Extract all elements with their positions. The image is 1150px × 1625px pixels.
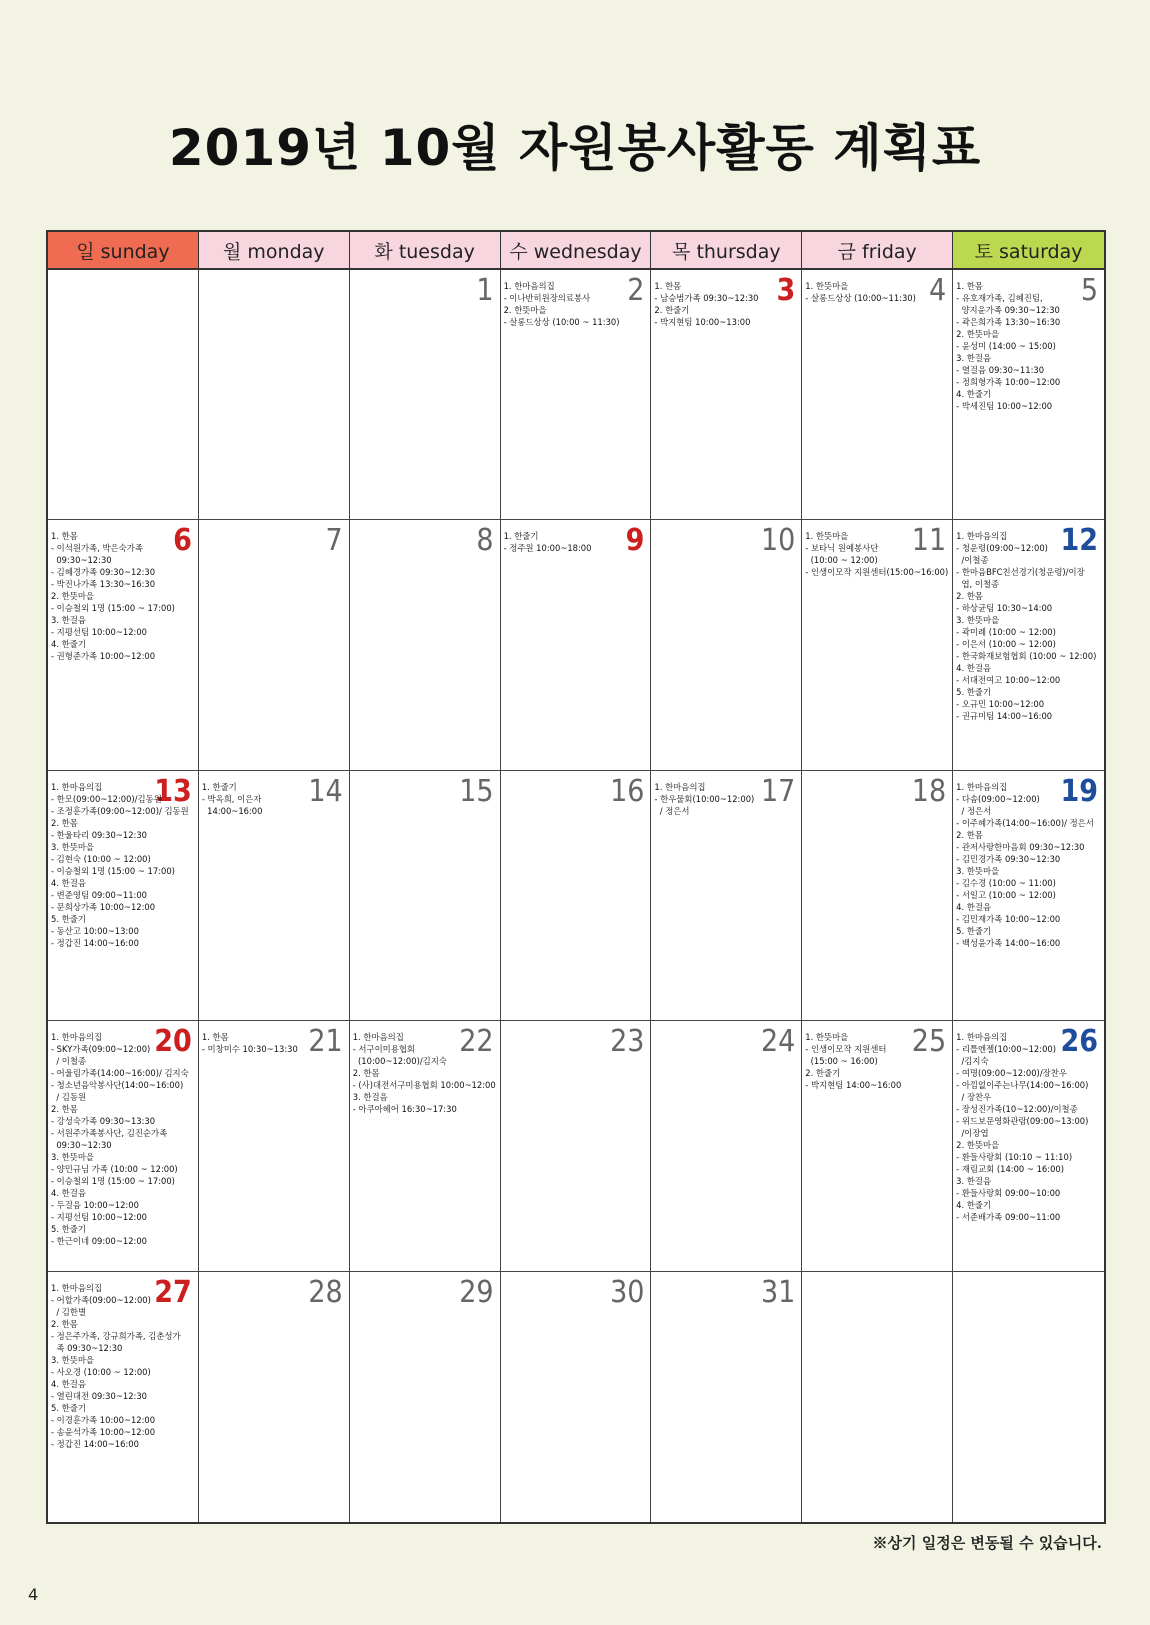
day-cell <box>802 771 953 1021</box>
schedule-text: 1. 한줄기 - 정주원 10:00~18:00 <box>503 531 592 554</box>
day-cell <box>802 270 953 520</box>
day-cell <box>350 520 501 770</box>
calendar-grid <box>46 230 1106 1524</box>
day-number: 27 <box>154 1274 192 1310</box>
weekday-header: 토 saturday <box>953 232 1104 270</box>
weekday-header: 일 sunday <box>48 232 199 270</box>
schedule-text: 1. 한뜻마을 - 보타닉 원예봉사단 (10:00 ~ 12:00) - 인생이모작 지원센터(15:00~16:00) <box>805 531 949 578</box>
day-number: 29 <box>459 1274 494 1310</box>
day-cell <box>953 520 1104 770</box>
day-number: 11 <box>911 523 947 559</box>
day-cell <box>199 1021 350 1271</box>
day-cell <box>350 270 501 520</box>
day-cell <box>199 771 350 1021</box>
schedule-text: 1. 한마음의집 - 한우물회(10:00~12:00) / 정은서 <box>654 781 755 816</box>
day-cell <box>501 520 652 770</box>
day-cell <box>953 771 1104 1021</box>
schedule-text: 1. 한몸 - 남승범가족 09:30~12:30 2. 한줄기 - 박지현팀 10:00~13:00 <box>654 281 759 327</box>
day-cell <box>48 771 199 1021</box>
day-number: 25 <box>911 1024 947 1060</box>
schedule-text: 1. 한줄기 - 박옥희, 이은자 14:00~16:00 <box>201 781 263 816</box>
schedule-text: 1. 한뜻마을 - 살롱드상상 (10:00~11:30) <box>805 281 916 303</box>
day-cell <box>651 270 802 520</box>
day-cell <box>651 1021 802 1271</box>
day-number: 20 <box>154 1024 192 1060</box>
day-number: 7 <box>325 523 343 559</box>
schedule-change-note: ※상기 일정은 변동될 수 있습니다. <box>872 1534 1102 1552</box>
day-number: 18 <box>911 773 947 809</box>
day-number: 2 <box>627 273 645 308</box>
day-number: 30 <box>610 1274 645 1310</box>
schedule-text: 1. 한몸 - 미창미수 10:30~13:30 <box>201 1032 298 1055</box>
day-cell <box>953 1021 1104 1271</box>
schedule-text: 1. 한마음의집 - 서구이미용협회 (10:00~12:00)/김지숙 2. 한몸 - (사)대전서구미용협회 10:00~12:00 3. 한걸음 - 아쿠아헤어 16:30~17:30 <box>352 1032 496 1115</box>
day-number: 26 <box>1060 1024 1098 1060</box>
day-cell <box>199 520 350 770</box>
day-number: 9 <box>625 523 645 559</box>
weekday-header: 목 thursday <box>651 232 802 270</box>
day-number: 1 <box>476 273 494 308</box>
day-cell <box>501 270 652 520</box>
day-cell <box>48 1272 199 1522</box>
day-number: 17 <box>760 773 796 809</box>
schedule-text: 1. 한뜻마을 - 인생이모작 지원센터 (15:00 ~ 16:00) 2. 한줄기 - 박지현팀 14:00~16:00 <box>805 1032 902 1091</box>
day-number: 19 <box>1060 773 1098 809</box>
day-number: 21 <box>308 1024 343 1060</box>
day-cell <box>48 520 199 770</box>
day-number: 10 <box>760 523 796 559</box>
day-cell <box>802 520 953 770</box>
day-number: 23 <box>610 1024 645 1060</box>
weekday-header: 화 tuesday <box>350 232 501 270</box>
day-number: 16 <box>610 773 645 809</box>
schedule-text: 1. 한마음의집 - SKY가족(09:00~12:00) / 이철종 - 어울림가족(14:00~16:00)/ 김지숙 - 청소년음악봉사단(14:00~16:00) / 김동원 2. 한몸 - 강성숙가족 09:30~13:30 - 서원주가족봉사단, 김진순가족 09:30~12:30 3. 한뜻마을 - 양민규님 가족 (10:00 ~ 12:00) - 이승철외 1명 (15:00 ~ 17:00) 4. 한걸음 - 두걸음 10:00~12:00 - 지평선팀 10:00~12:00 5. 한줄기 - 한근이네 09:00~12:00 <box>51 1032 189 1247</box>
schedule-text: 1. 한마음의집 - 한모(09:00~12:00)/김동원 - 조정훈가족(09:00~12:00)/ 김동원 2. 한몸 - 한울타리 09:30~12:30 3. 한뜻마을 - 김현숙 (10:00 ~ 12:00) - 이승철외 1명 (15:00 ~ 17:00) 4. 한걸음 - 변준영팀 09:00~11:00 - 문희상가족 10:00~12:00 5. 한줄기 - 동산고 10:00~13:00 - 정갑진 14:00~16:00 <box>51 781 189 948</box>
day-cell <box>953 1272 1104 1522</box>
weekday-header: 금 friday <box>802 232 953 270</box>
day-number: 5 <box>1080 273 1098 308</box>
day-cell <box>501 1021 652 1271</box>
schedule-text: 1. 한몸 - 유호재가족, 김혜진팀, 양지윤가족 09:30~12:30 - 곽은희가족 13:30~16:30 2. 한뜻마을 - 윤성미 (14:00 ~ 15:00) 3. 한걸음 - 열걸음 09:30~11:30 - 정희형가족 10:00~12:00 4. 한줄기 - 박세진팀 10:00~12:00 <box>956 281 1061 411</box>
day-number: 31 <box>760 1274 796 1310</box>
schedule-text: 1. 한마음의집 - 다솜(09:00~12:00) / 정은서 - 이주혜가족(14:00~16:00)/ 정은서 2. 한몸 - 관저사랑한마음회 09:30~12:30 - 김민경가족 09:30~12:30 3. 한뜻마을 - 김수경 (10:00 ~ 11:00) - 서일고 (10:00 ~ 12:00) 4. 한걸음 - 김민재가족 10:00~12:00 5. 한줄기 - 백성윤가족 14:00~16:00 <box>956 781 1094 948</box>
schedule-text: 1. 한마음의집 - 어할가족(09:00~12:00) / 김한별 2. 한몸 - 정은주가족, 강규희가족, 김춘성가 족 09:30~12:30 3. 한뜻마을 - 사오경 (10:00 ~ 12:00) 4. 한걸음 - 열린대전 09:30~12:30 5. 한줄기 - 이경훈가족 10:00~12:00 - 송윤석가족 10:00~12:00 - 정갑진 14:00~16:00 <box>51 1282 181 1449</box>
day-number: 22 <box>459 1024 494 1060</box>
schedule-text: 1. 한몸 - 이석원가족, 박은숙가족 09:30~12:30 - 김혜경가족 09:30~12:30 - 박진나가족 13:30~16:30 2. 한뜻마을 - 이승철외 1명 (15:00 ~ 17:00) 3. 한걸음 - 지평선팀 10:00~12:00 4. 한줄기 - 권형준가족 10:00~12:00 <box>51 531 175 662</box>
day-cell <box>199 270 350 520</box>
day-cell <box>199 1272 350 1522</box>
day-cell <box>350 1272 501 1522</box>
day-number: 28 <box>308 1274 343 1310</box>
day-cell <box>48 270 199 520</box>
day-number: 13 <box>154 773 192 809</box>
day-cell <box>48 1021 199 1271</box>
day-cell <box>501 771 652 1021</box>
day-number: 6 <box>173 523 192 559</box>
day-number: 14 <box>308 773 343 809</box>
day-cell <box>350 771 501 1021</box>
day-cell <box>651 1272 802 1522</box>
day-cell <box>350 1021 501 1271</box>
schedule-text: 1. 한마음의집 - 이나반히원장의료봉사 2. 한뜻마을 - 살롱드상상 (10:00 ~ 11:30) <box>503 281 620 327</box>
day-number: 4 <box>928 273 947 308</box>
schedule-text: 1. 한마음의집 - 청운령(09:00~12:00) /이철종 - 한마음BFC친선경기(청운령)/이장 엽, 이철종 2. 한몸 - 하상균팀 10:30~14:00 3. 한뜻마을 - 곽미례 (10:00 ~ 12:00) - 이은서 (10:00 ~ 12:00) - 한국화재보험협회 (10:00 ~ 12:00) 4. 한걸음 - 서대전여고 10:00~12:00 5. 한줄기 - 오규민 10:00~12:00 - 권규미팀 14:00~16:00 <box>956 531 1097 722</box>
day-number: 3 <box>776 273 796 308</box>
day-cell <box>651 771 802 1021</box>
day-number: 24 <box>760 1024 796 1060</box>
day-number: 15 <box>459 773 494 809</box>
day-number: 8 <box>476 523 494 559</box>
page-title: 2019년 10월 자원봉사활동 계획표 <box>168 119 982 177</box>
page-number: 4 <box>28 1585 39 1604</box>
weekday-header: 수 wednesday <box>501 232 652 270</box>
day-cell <box>651 520 802 770</box>
weekday-header: 월 monday <box>199 232 350 270</box>
day-cell <box>802 1021 953 1271</box>
day-number: 12 <box>1060 523 1098 559</box>
day-cell <box>802 1272 953 1522</box>
day-cell <box>501 1272 652 1522</box>
day-cell <box>953 270 1104 520</box>
schedule-text: 1. 한마음의집 - 리틀엔젤(10:00~12:00) /김지숙 - 여명(09:00~12:00)/장찬우 - 아낌없이주는나무(14:00~16:00) / 장찬우 - 장성진가족(10~12:00)/이철종 - 위드보문영화관람(09:00~13:00) /이장엽 2. 한뜻마을 - 환들사랑회 (10:10 ~ 11:10) - 재림교회 (14:00 ~ 16:00) 3. 한걸음 - 환들사랑회 09:00~10:00 4. 한줄기 - 서준배가족 09:00~11:00 <box>956 1032 1089 1223</box>
